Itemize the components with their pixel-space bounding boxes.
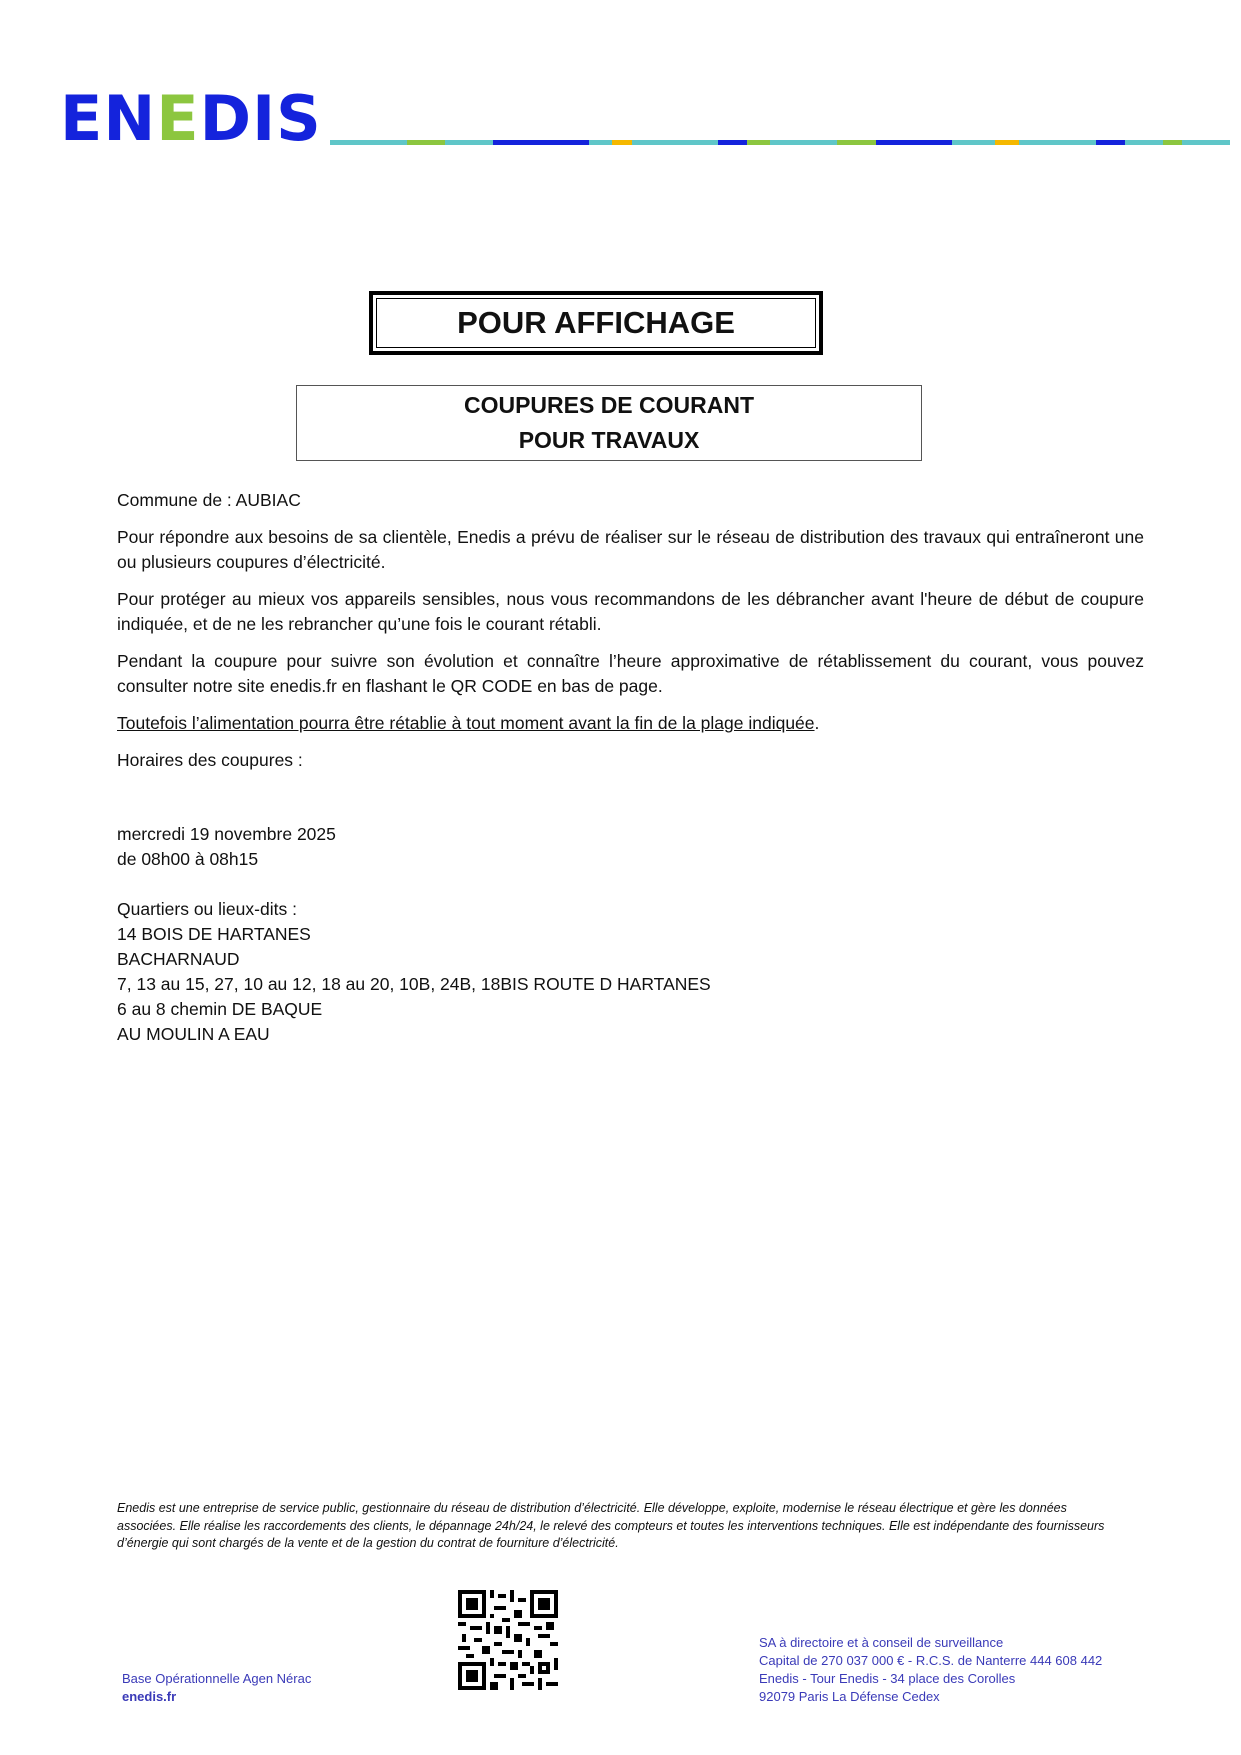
paragraph-4-underlined: Toutefois l’alimentation pourra être rétablie à tout moment avant la fin de la plage indiquée (117, 713, 815, 733)
outage-date: mercredi 19 novembre 2025 (117, 824, 336, 844)
paragraph-1: Pour répondre aux besoins de sa clientèle, Enedis a prévu de réaliser sur le réseau de distribution des travaux qui entraîneront une ou plusieurs coupures d’électricité. (117, 527, 1144, 572)
commune: Commune de : AUBIAC (117, 490, 301, 510)
footer-base-info (122, 1670, 311, 1706)
outage-time: de 08h00 à 08h15 (117, 849, 259, 869)
quartiers-label: Quartiers ou lieux-dits : (117, 899, 297, 919)
pour-affichage-box (369, 291, 823, 355)
header-color-stripe (330, 140, 1230, 145)
schedule (117, 822, 1144, 1047)
qr-code-icon[interactable] (458, 1590, 558, 1690)
paragraph-4 (117, 711, 1144, 736)
paragraph-4-end: . (814, 713, 820, 733)
notice-title-line1: COUPURES DE COURANT (463, 392, 755, 418)
horaires-label: Horaires des coupures : (117, 750, 303, 770)
logo-wordmark: ENEDIS (60, 82, 322, 155)
place-item: 14 BOIS DE HARTANES (117, 924, 311, 944)
company-line: SA à directoire et à conseil de surveillance (759, 1635, 1004, 1650)
place-item: AU MOULIN A EAU (117, 1024, 270, 1044)
notice-title-line2: POUR TRAVAUX (518, 427, 700, 453)
pour-affichage-label: POUR AFFICHAGE (376, 298, 816, 348)
company-line: Capital de 270 037 000 € - R.C.S. de Nanterre 444 608 442 (759, 1653, 1103, 1668)
place-item: 7, 13 au 15, 27, 10 au 12, 18 au 20, 10B, 24B, 18BIS ROUTE D HARTANES (117, 974, 711, 994)
enedis-logo (60, 82, 322, 155)
place-item: BACHARNAUD (117, 949, 240, 969)
notice-title-box (296, 385, 922, 461)
company-line: 92079 Paris La Défense Cedex (759, 1689, 940, 1704)
paragraph-2: Pour protéger au mieux vos appareils sensibles, nous vous recommandons de les débrancher avant l'heure de début de coupure indiquée, et de ne les rebrancher qu’une fois le courant rétabli. (117, 589, 1144, 634)
base-operationnelle: Base Opérationnelle Agen Nérac (122, 1671, 312, 1686)
paragraph-3: Pendant la coupure pour suivre son évolution et connaître l’heure approximative de rétablissement du courant, vous pouvez consulter notre site enedis.fr en flashant le QR CODE en bas de page. (117, 651, 1144, 696)
legal-notice: Enedis est une entreprise de service public, gestionnaire du réseau de distribution d’électricité. Elle développe, exploite, modernise le réseau électrique et gère les données associées. Elle réalise les raccordements des clients, le dépannage 24h/24, le relevé des compteurs et toutes les interventions techniques. Elle est indépendante des fournisseurs d’énergie qui sont chargés de la vente et de la gestion du contrat de fourniture d’électricité. (117, 1501, 1105, 1550)
notice-body (117, 488, 1144, 1047)
place-item: 6 au 8 chemin DE BAQUE (117, 999, 323, 1019)
website-link[interactable]: enedis.fr (122, 1689, 177, 1704)
company-line: Enedis - Tour Enedis - 34 place des Corolles (759, 1671, 1016, 1686)
footer-company-info (759, 1634, 1102, 1706)
